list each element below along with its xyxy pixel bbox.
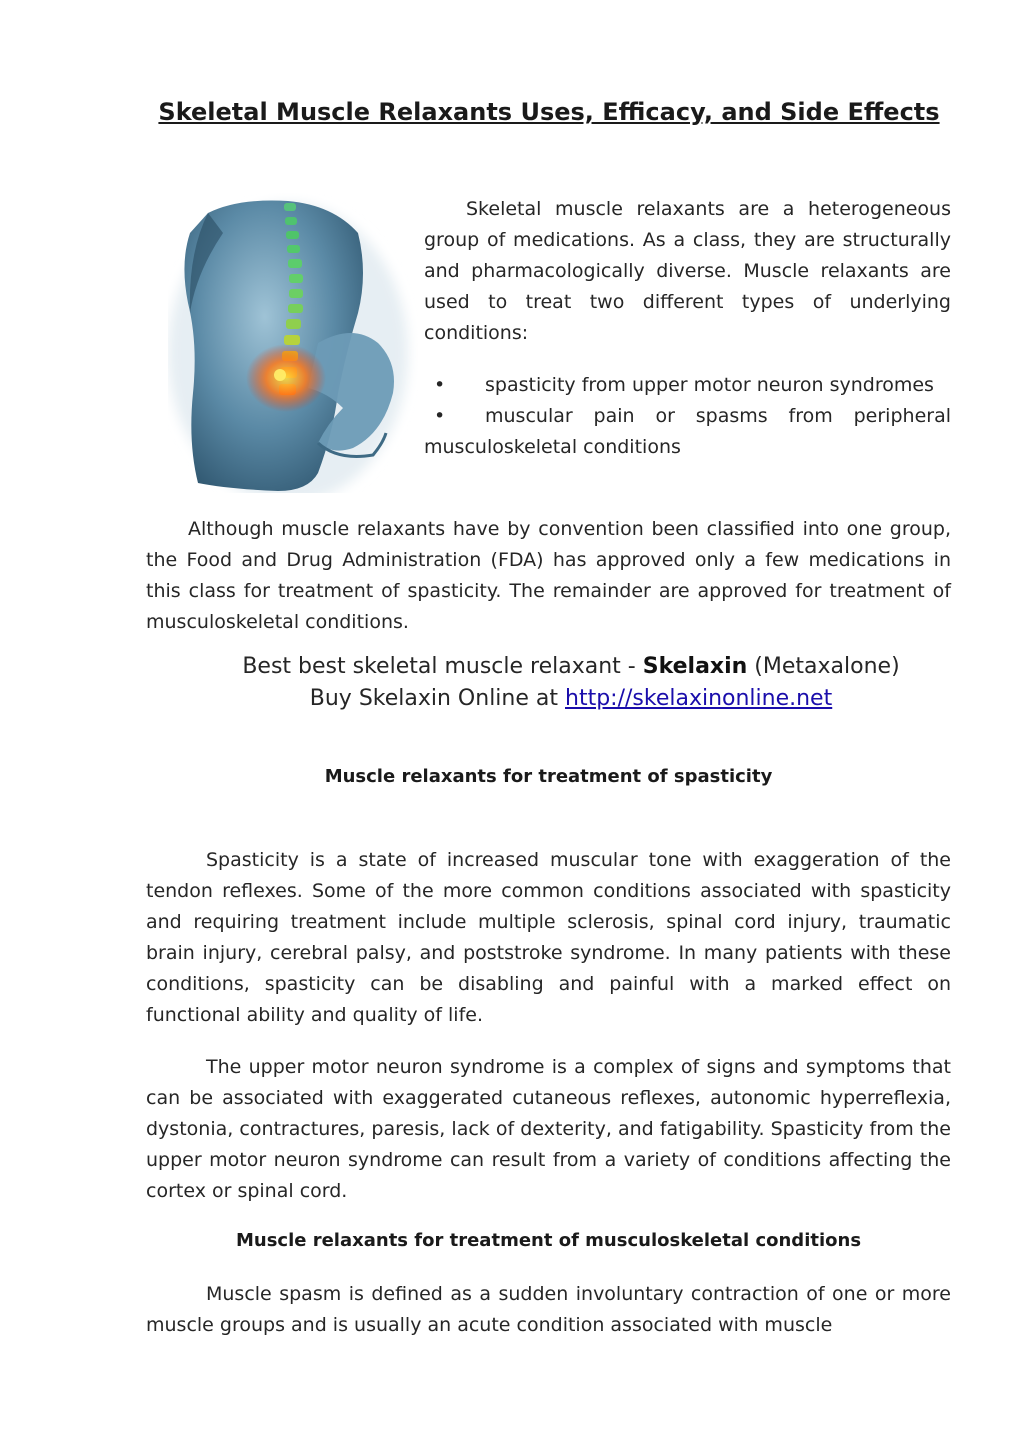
promo-brand: Skelaxin [642,654,748,679]
page-title: Skeletal Muscle Relaxants Uses, Efficacy, and Side Effects [158,98,940,126]
condition-list [424,370,951,463]
section-heading-musculoskeletal: Muscle relaxants for treatment of musculoskeletal conditions [235,1230,862,1251]
promo-prefix: Best best skeletal muscle relaxant - [242,654,643,679]
muscle-spasm-paragraph: Muscle spasm is defined as a sudden involuntary contraction of one or more muscle groups and is usually an acute condition associated with muscle [146,1283,951,1336]
promo-line-product [146,654,996,679]
upper-motor-neuron-paragraph: The upper motor neuron syndrome is a complex of signs and symptoms that can be associated with exaggerated cutaneous reflexes, autonomic hyperreflexia, dystonia, contractures, paresis, lack of dexterity, and fatigability. Spasticity from the upper motor neuron syndrome can result from a variety of conditions affecting the cortex or spinal cord. [146,1056,951,1202]
back-pain-spine-icon [168,193,418,493]
fda-paragraph: Although muscle relaxants have by convention been classified into one group, the Food and Drug Administration (FDA) has approved only a few medications in this class for treatment of spasticity. The remainder are approved for treatment of musculoskeletal conditions. [146,518,951,633]
promo-suffix: (Metaxalone) [747,654,900,679]
skelaxin-online-link[interactable]: http://skelaxinonline.net [565,686,833,711]
back-pain-spine-illustration [168,193,418,493]
intro-paragraph: Skeletal muscle relaxants are a heterogeneous group of medications. As a class, they are structurally and pharmacologically diverse. Muscle relaxants are used to treat two different types of underlying conditions: [424,198,951,344]
bullet-icon: • [434,374,446,396]
bullet-icon: • [434,405,446,427]
list-item-text: muscular pain or spasms from peripheral musculoskeletal conditions [424,405,951,458]
promo-line-buy [146,686,996,711]
list-item-text: spasticity from upper motor neuron syndromes [485,374,934,396]
promo-buy-text: Buy Skelaxin Online at [309,686,565,711]
list-item [424,401,951,463]
spasticity-paragraph: Spasticity is a state of increased muscular tone with exaggeration of the tendon reflexes. Some of the more common conditions associated with spasticity and requiring treatment include multiple sclerosis, spinal cord injury, traumatic brain injury, cerebral palsy, and poststroke syndrome. In many patients with these conditions, spasticity can be disabling and painful with a marked effect on functional ability and quality of life. [146,849,951,1026]
section-heading-spasticity: Muscle relaxants for treatment of spasticity [324,766,773,787]
list-item [424,370,951,401]
